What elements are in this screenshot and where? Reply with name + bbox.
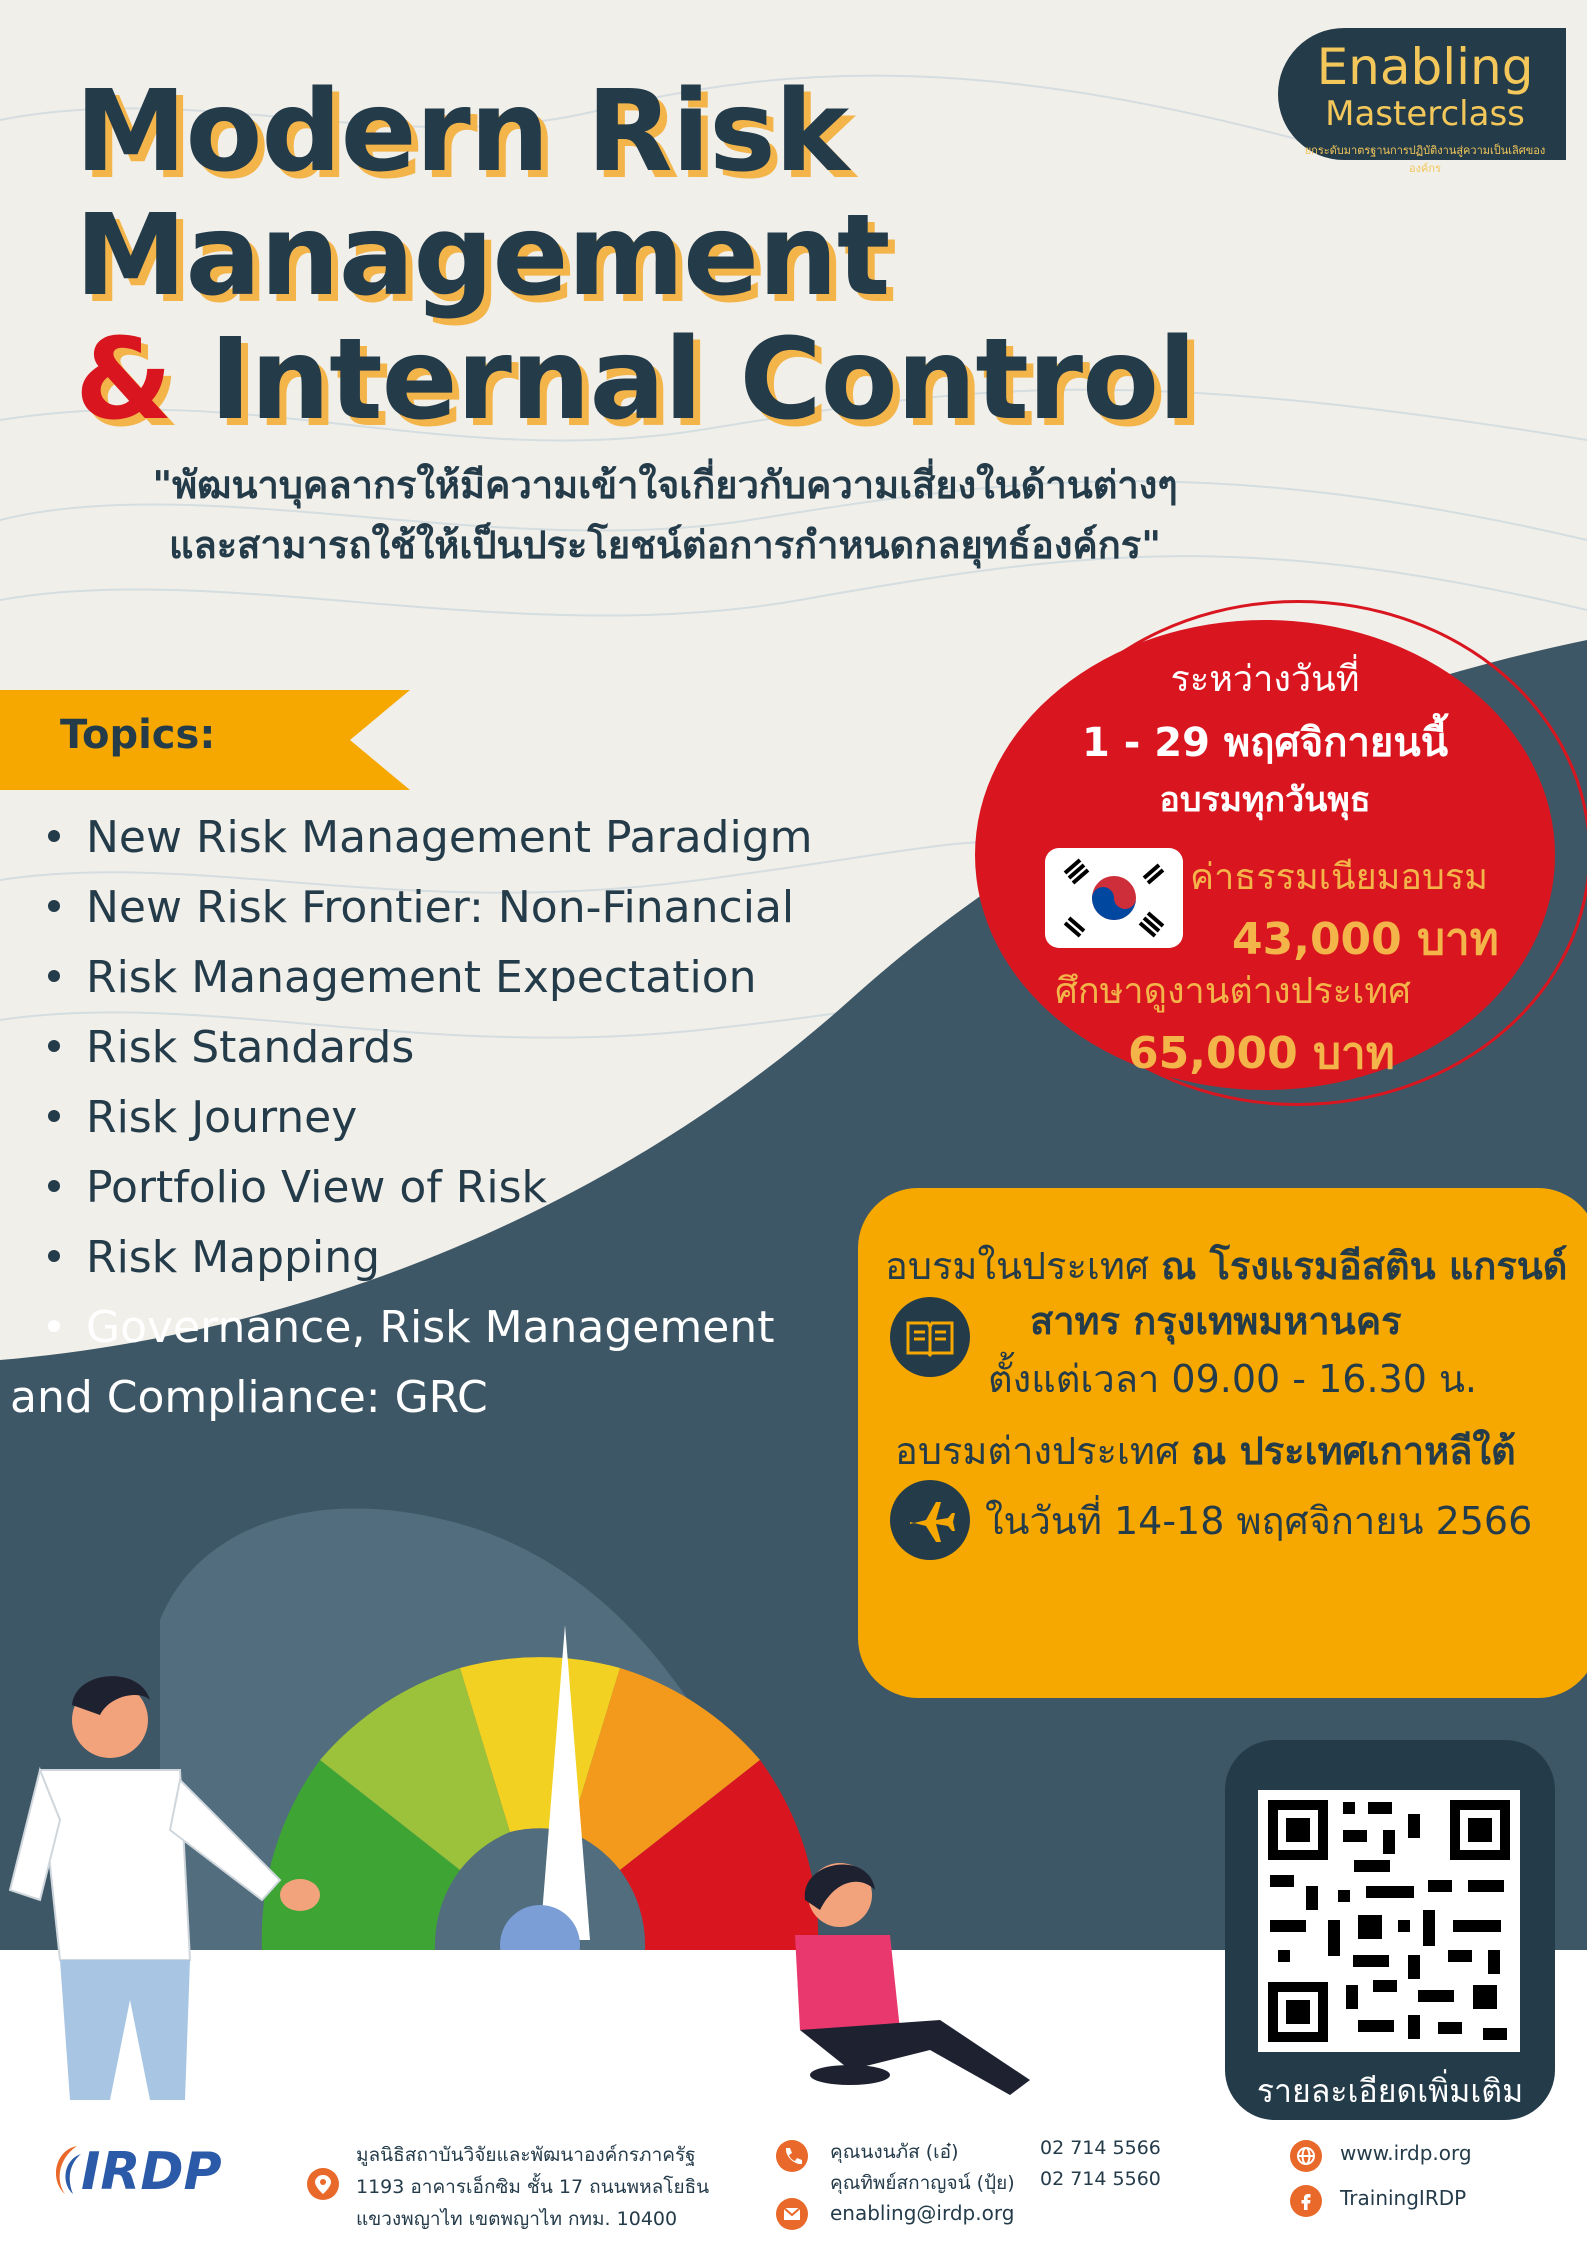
topic-item: Risk Standards [48, 1022, 414, 1073]
title-line3-text: Internal Control [171, 315, 1196, 445]
email-link[interactable]: enabling@irdp.org [830, 2201, 1015, 2225]
abroad-date: ในวันที่ 14-18 พฤศจิกายน 2566 [985, 1499, 1533, 1543]
address-line2: แขวงพญาไท เขตพญาไท กทม. 10400 [356, 2208, 678, 2230]
woman-illustration [740, 1850, 1080, 2110]
irdp-swoosh-icon [45, 2140, 85, 2200]
abroad-value: 65,000 บาท [1128, 1028, 1395, 1079]
topic-item: Risk Journey [48, 1092, 357, 1143]
org-name: มูลนิธิสถาบันวิจัยและพัฒนาองค์กรภาครัฐ [356, 2144, 696, 2166]
korea-flag-icon [1045, 848, 1183, 948]
topic-continuation: and Compliance: GRC [10, 1372, 488, 1423]
subtitle-line2: และสามารถใช้ให้เป็นประโยชน์ต่อการกำหนดกลยุทธ์องค์กร" [168, 523, 1162, 567]
schedule-every: อบรมทุกวันพุธ [1159, 780, 1371, 820]
fee-label: ค่าธรรมเนียมอบรม [1190, 857, 1488, 898]
bullet-icon [48, 1250, 60, 1262]
domestic-place2: สาทร กรุงเทพมหานคร [1030, 1299, 1402, 1343]
title-line2: Management [75, 191, 890, 321]
subtitle-line1: "พัฒนาบุคลากรให้มีความเข้าใจเกี่ยวกับความเสี่ยงในด้านต่างๆ [152, 463, 1178, 507]
bullet-icon [48, 900, 60, 912]
contact1-name: คุณนงนภัส (เอ๋) [830, 2141, 959, 2163]
title-line1: Modern Risk [75, 67, 849, 197]
book-icon [890, 1297, 970, 1377]
contact2-phone[interactable]: 02 714 5560 [1040, 2168, 1161, 2190]
bullet-icon [48, 1180, 60, 1192]
logo-line1: Enabling [1316, 38, 1534, 96]
fee-value: 43,000 บาท [1232, 914, 1499, 965]
facebook-icon [1290, 2185, 1322, 2217]
contact2-name: คุณทิพย์สกาญจน์ (ปุ้ย) [830, 2172, 1015, 2194]
man-illustration [0, 1660, 330, 2120]
domestic-time: ตั้งแต่เวลา 09.00 - 16.30 น. [988, 1357, 1478, 1401]
bullet-icon [48, 830, 60, 842]
title-line3 [75, 315, 1196, 445]
topic-item: New Risk Frontier: Non-Financial [48, 882, 794, 933]
globe-icon [1290, 2140, 1322, 2172]
schedule-dates: 1 - 29 พฤศจิกายนนี้ [1081, 720, 1449, 766]
location-pin-icon [307, 2168, 339, 2200]
title-ampersand: & [75, 315, 172, 445]
abroad-label: ศึกษาดูงานต่างประเทศ [1055, 971, 1411, 1012]
bullet-icon [48, 970, 60, 982]
domestic-venue: อบรมในประเทศ ณ โรงแรมอีสติน แกรนด์ [885, 1244, 1568, 1288]
address-line1: 1193 อาคารเอ็กซิม ชั้น 17 ถนนพหลโยธิน [356, 2176, 710, 2198]
email-icon [776, 2198, 808, 2230]
phone-icon [776, 2140, 808, 2172]
topic-item: Portfolio View of Risk [48, 1162, 547, 1213]
topic-item: Risk Management Expectation [48, 952, 757, 1003]
qr-label: รายละเอียดเพิ่มเติม [1256, 2072, 1524, 2110]
schedule-between: ระหว่างวันที่ [1170, 659, 1360, 700]
topic-item: Governance, Risk Management [48, 1302, 774, 1353]
airplane-icon [890, 1480, 970, 1560]
logo-line2: Masterclass [1325, 94, 1525, 134]
bullet-icon [48, 1320, 60, 1332]
topic-item: Risk Mapping [48, 1232, 380, 1283]
facebook-link[interactable]: TrainingIRDP [1340, 2186, 1467, 2210]
abroad-venue: อบรมต่างประเทศ ณ ประเทศเกาหลีใต้ [895, 1429, 1516, 1473]
bullet-icon [48, 1110, 60, 1122]
topics-label: Topics: [60, 712, 216, 758]
logo-tagline: ยกระดับมาตรฐานการปฏิบัติงานสู่ความเป็นเลิศขององค์กร [1304, 144, 1546, 175]
contact1-phone[interactable]: 02 714 5566 [1040, 2137, 1161, 2159]
qr-code[interactable] [1258, 1790, 1520, 2052]
website-link[interactable]: www.irdp.org [1340, 2141, 1472, 2165]
bullet-icon [48, 1040, 60, 1052]
irdp-brand: IRDP [81, 2142, 222, 2202]
topic-item: New Risk Management Paradigm [48, 812, 813, 863]
